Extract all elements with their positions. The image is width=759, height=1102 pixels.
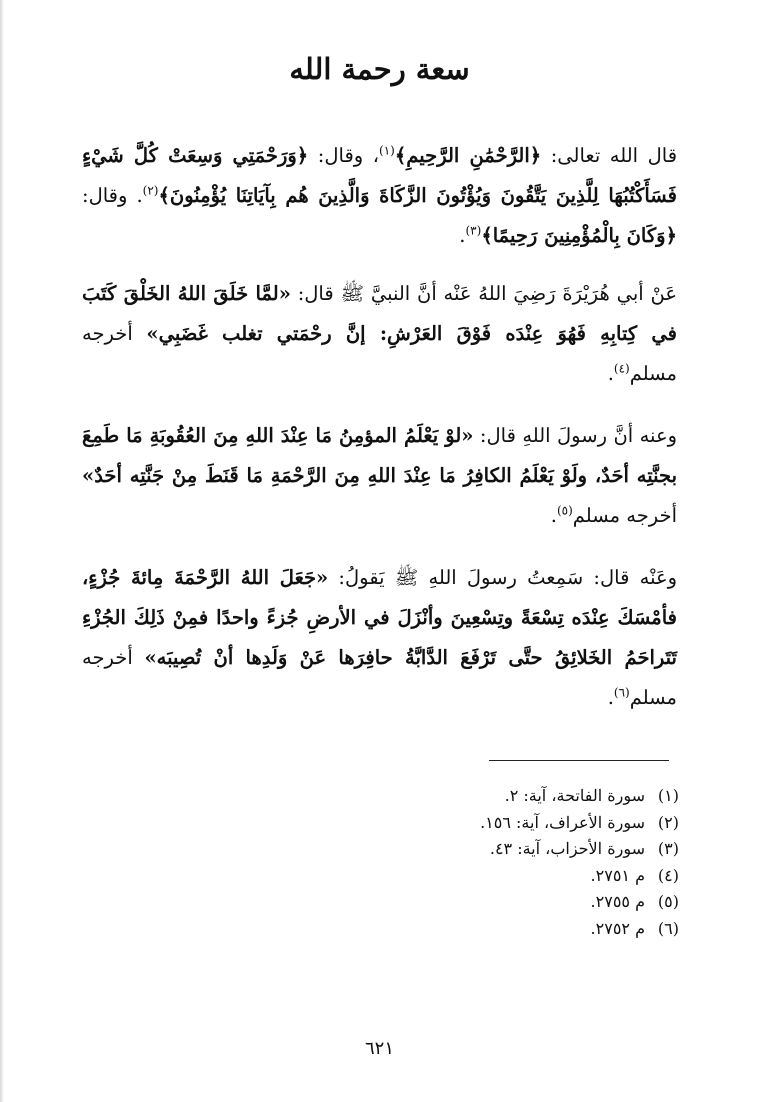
footnote-text: سورة الأحزاب، آية: ٤٣.: [489, 839, 645, 858]
footnote-text: م ٢٧٥٢.: [590, 918, 645, 938]
hadith-quote: «جَعَلَ اللهُ الرَّحْمَةَ مِائةَ جُزْءٍ، فأمْسَكَ عِنْدَه تِسْعَةً وتِسْعِينَ وأنْزَلَ في الأرضِ جُزءً واحدًا فمِنْ ذَلِكَ الجُزْءِ تَتَراحَمُ الخَلائِقُ حتَّى تَرْفَعَ الدَّابَّةُ حافِرَها عَنْ وَلَدِها أنْ تُصِيبَه»: [82, 565, 677, 669]
page-title: سعة رحمة الله: [289, 52, 470, 86]
footnote-item: [82, 916, 679, 943]
footnote-text: سورة الأعراف، آية: ١٥٦.: [480, 812, 645, 832]
footnotes-list: [82, 783, 679, 942]
quran-quote: ﴿الرَّحْمَٰنِ الرَّحِيمِ﴾: [394, 143, 542, 167]
text-segment: ، وقال:: [308, 143, 380, 167]
text-segment: وعنه أنَّ رسولَ اللهِ قال:: [473, 423, 677, 447]
footnote-item: [82, 783, 679, 810]
text-segment: قال الله تعالى:: [541, 143, 678, 167]
footnote-item: [82, 863, 679, 890]
page-edge-shadow: [0, 0, 4, 1102]
quran-quote: ﴿وَكَانَ بِالْمُؤْمِنِينَ رَحِيمًا﴾: [481, 223, 677, 247]
footnote-number: (١): [657, 786, 679, 805]
footnote-number: (٣): [657, 839, 679, 858]
text-segment: .: [607, 685, 614, 709]
footnote-text: م ٢٧٥٥.: [590, 892, 645, 911]
footnote-number: (٤): [657, 865, 679, 885]
paragraph-3: [82, 416, 677, 536]
footnote-ref: (٣): [465, 223, 482, 237]
paragraph-1: [82, 136, 677, 256]
page-number: ٦٢١: [364, 1038, 394, 1059]
text-segment: أخرجه مسلم: [572, 503, 677, 527]
quran-quote: ﴿وَرَحْمَتِي وَسِعَتْ كُلَّ شَيْءٍ فَسَأَكْتُبُهَا لِلَّذِينَ يَتَّقُونَ وَيُؤْتُونَ الزَّكَاةَ وَالَّذِينَ هُم بِآيَاتِنَا يُؤْمِنُونَ﴾: [82, 143, 677, 207]
footnote-divider: [489, 760, 669, 761]
text-segment: أخرجه مسلم: [82, 321, 677, 385]
paragraph-2: [82, 274, 677, 394]
footnote-ref: (٢): [142, 183, 159, 197]
footnote-text: سورة الفاتحة، آية: ٢.: [504, 786, 645, 805]
text-segment: عَنْ أبي هُرَيْرَةَ رَضِيَ اللهُ عَنْه أنَّ النبيَّ ﷺ قال:: [290, 281, 677, 305]
footnote-ref: (١): [379, 143, 395, 157]
text-segment: وعَنْه قال: سَمِعتُ رسولَ اللهِ ﷺ يَقولُ:: [328, 565, 677, 589]
footnote-number: (٢): [657, 812, 679, 832]
footnote-ref: (٥): [556, 503, 573, 517]
text-segment: .: [459, 223, 466, 247]
hadith-quote: «لمَّا خَلَقَ اللهُ الخَلْقَ كَتَبَ في كِتابِهِ فَهُوَ عِنْدَه فَوْقَ العَرْشِ: إنَّ رحْمَتي تغلب غَضَبِي»: [82, 281, 677, 345]
footnote-item: [82, 836, 679, 863]
footnote-ref: (٦): [613, 685, 630, 699]
text-segment: .: [607, 361, 614, 385]
paragraph-4: [82, 558, 677, 718]
hadith-quote: «لوْ يَعْلَمُ المؤمِنُ مَا عِنْدَ اللهِ مِنَ العُقُوبَةِ مَا طَمِعَ بجنَّتِه أحَدٌ، ولَوْ يَعْلَمُ الكافِرُ مَا عِنْدَ اللهِ مِنَ الرَّحْمَةِ مَا قَنَطَ مِنْ جَنَّتِه أحَدٌ»: [82, 423, 677, 487]
text-segment: .: [550, 503, 557, 527]
footnote-item: [82, 889, 679, 916]
footnote-number: (٥): [657, 892, 679, 911]
footnote-text: م ٢٧٥١.: [590, 865, 645, 885]
text-segment: . وقال:: [82, 183, 143, 207]
footnote-ref: (٤): [613, 361, 630, 375]
footnote-number: (٦): [657, 918, 679, 938]
footnote-item: [82, 810, 679, 837]
text-segment: أخرجه مسلم: [82, 645, 677, 709]
